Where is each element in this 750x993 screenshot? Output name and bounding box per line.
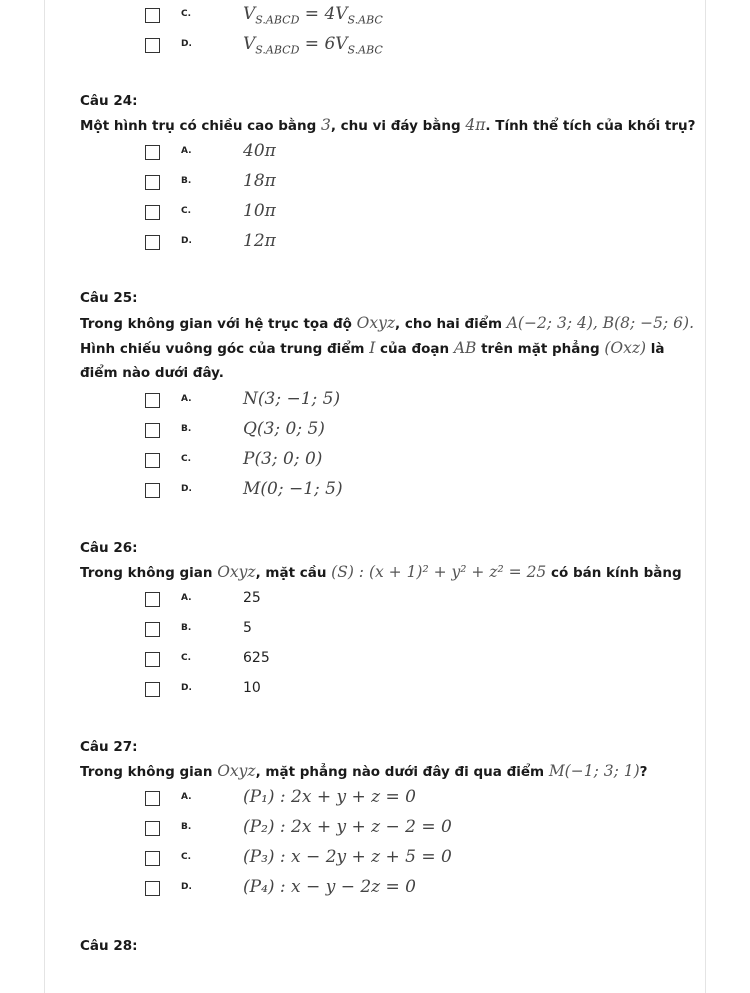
option-letter: B. (181, 176, 192, 186)
option-letter: D. (181, 484, 192, 494)
question-27-text: Trong không gian Oxyz, mặt phẳng nào dưới đây đi qua điểm M(−1; 3; 1)? (80, 762, 648, 780)
option-value: Q(3; 0; 5) (243, 419, 325, 439)
option-value: 40π (243, 141, 276, 161)
checkbox[interactable] (145, 393, 160, 408)
option-value: 12π (243, 231, 276, 251)
question-26-text: Trong không gian Oxyz, mặt cầu (S) : (x + 1)² + y² + z² = 25 có bán kính bằng (80, 563, 682, 581)
q26-option-a[interactable] (0, 586, 750, 616)
option-value: 10 (243, 680, 261, 696)
q24-option-a[interactable] (0, 139, 750, 169)
option-value: 625 (243, 650, 270, 666)
option-letter: C. (181, 653, 192, 663)
option-letter: A. (181, 146, 192, 156)
checkbox[interactable] (145, 483, 160, 498)
checkbox[interactable] (145, 175, 160, 190)
option-value: P(3; 0; 0) (243, 449, 323, 469)
checkbox[interactable] (145, 652, 160, 667)
question-25-text-line2: Hình chiếu vuông góc của trung điểm I của đoạn AB trên mặt phẳng (Oxz) là (80, 339, 665, 357)
q25-option-d[interactable] (0, 477, 750, 507)
option-formula: $V_{S.ABCD} = 4V_{S.ABC}$ (243, 4, 383, 27)
option-letter: A. (181, 792, 192, 802)
prev-option-c[interactable] (0, 2, 750, 32)
q24-option-c[interactable] (0, 199, 750, 229)
q27-option-d[interactable] (0, 875, 750, 905)
option-letter: C. (181, 206, 192, 216)
option-letter: B. (181, 623, 192, 633)
option-letter: D. (181, 683, 192, 693)
checkbox[interactable] (145, 453, 160, 468)
option-value: 5 (243, 620, 252, 636)
q27-option-a[interactable] (0, 785, 750, 815)
prev-option-d[interactable] (0, 32, 750, 62)
option-value: (P₃) : x − 2y + z + 5 = 0 (243, 847, 452, 867)
q25-option-a[interactable] (0, 387, 750, 417)
option-letter: C. (181, 852, 192, 862)
option-value: 10π (243, 201, 276, 221)
q26-option-c[interactable] (0, 646, 750, 676)
option-value: M(0; −1; 5) (243, 479, 343, 499)
option-letter: A. (181, 593, 192, 603)
option-value: (P₂) : 2x + y + z − 2 = 0 (243, 817, 452, 837)
q24-option-b[interactable] (0, 169, 750, 199)
question-27-title: Câu 27: (80, 739, 138, 755)
q27-option-c[interactable] (0, 845, 750, 875)
q24-option-d[interactable] (0, 229, 750, 259)
checkbox[interactable] (145, 881, 160, 896)
option-value: 18π (243, 171, 276, 191)
question-25-text-line3: điểm nào dưới đây. (80, 365, 224, 381)
q25-option-c[interactable] (0, 447, 750, 477)
option-letter: B. (181, 822, 192, 832)
question-25-title: Câu 25: (80, 290, 138, 306)
question-28-title: Câu 28: (80, 938, 138, 954)
question-26-title: Câu 26: (80, 540, 138, 556)
option-value: 25 (243, 590, 261, 606)
option-letter: D. (181, 39, 192, 49)
q27-option-b[interactable] (0, 815, 750, 845)
checkbox[interactable] (145, 622, 160, 637)
checkbox[interactable] (145, 205, 160, 220)
question-24-title: Câu 24: (80, 93, 138, 109)
option-letter: B. (181, 424, 192, 434)
option-letter: A. (181, 394, 192, 404)
checkbox[interactable] (145, 821, 160, 836)
checkbox[interactable] (145, 8, 160, 23)
checkbox[interactable] (145, 423, 160, 438)
question-24-text: Một hình trụ có chiều cao bằng 3, chu vi đáy bằng 4π. Tính thể tích của khối trụ? (80, 116, 696, 134)
option-value: (P₁) : 2x + y + z = 0 (243, 787, 416, 807)
checkbox[interactable] (145, 791, 160, 806)
option-letter: D. (181, 236, 192, 246)
checkbox[interactable] (145, 235, 160, 250)
question-25-text-line1: Trong không gian với hệ trục tọa độ Oxyz, cho hai điểm A(−2; 3; 4), B(8; −5; 6). (80, 314, 695, 332)
option-letter: C. (181, 9, 192, 19)
checkbox[interactable] (145, 592, 160, 607)
option-formula: $V_{S.ABCD} = 6V_{S.ABC}$ (243, 34, 383, 57)
q26-option-d[interactable] (0, 676, 750, 706)
checkbox[interactable] (145, 851, 160, 866)
q26-option-b[interactable] (0, 616, 750, 646)
option-value: N(3; −1; 5) (243, 389, 341, 409)
checkbox[interactable] (145, 682, 160, 697)
option-value: (P₄) : x − y − 2z = 0 (243, 877, 416, 897)
option-letter: C. (181, 454, 192, 464)
checkbox[interactable] (145, 38, 160, 53)
option-letter: D. (181, 882, 192, 892)
q25-option-b[interactable] (0, 417, 750, 447)
checkbox[interactable] (145, 145, 160, 160)
